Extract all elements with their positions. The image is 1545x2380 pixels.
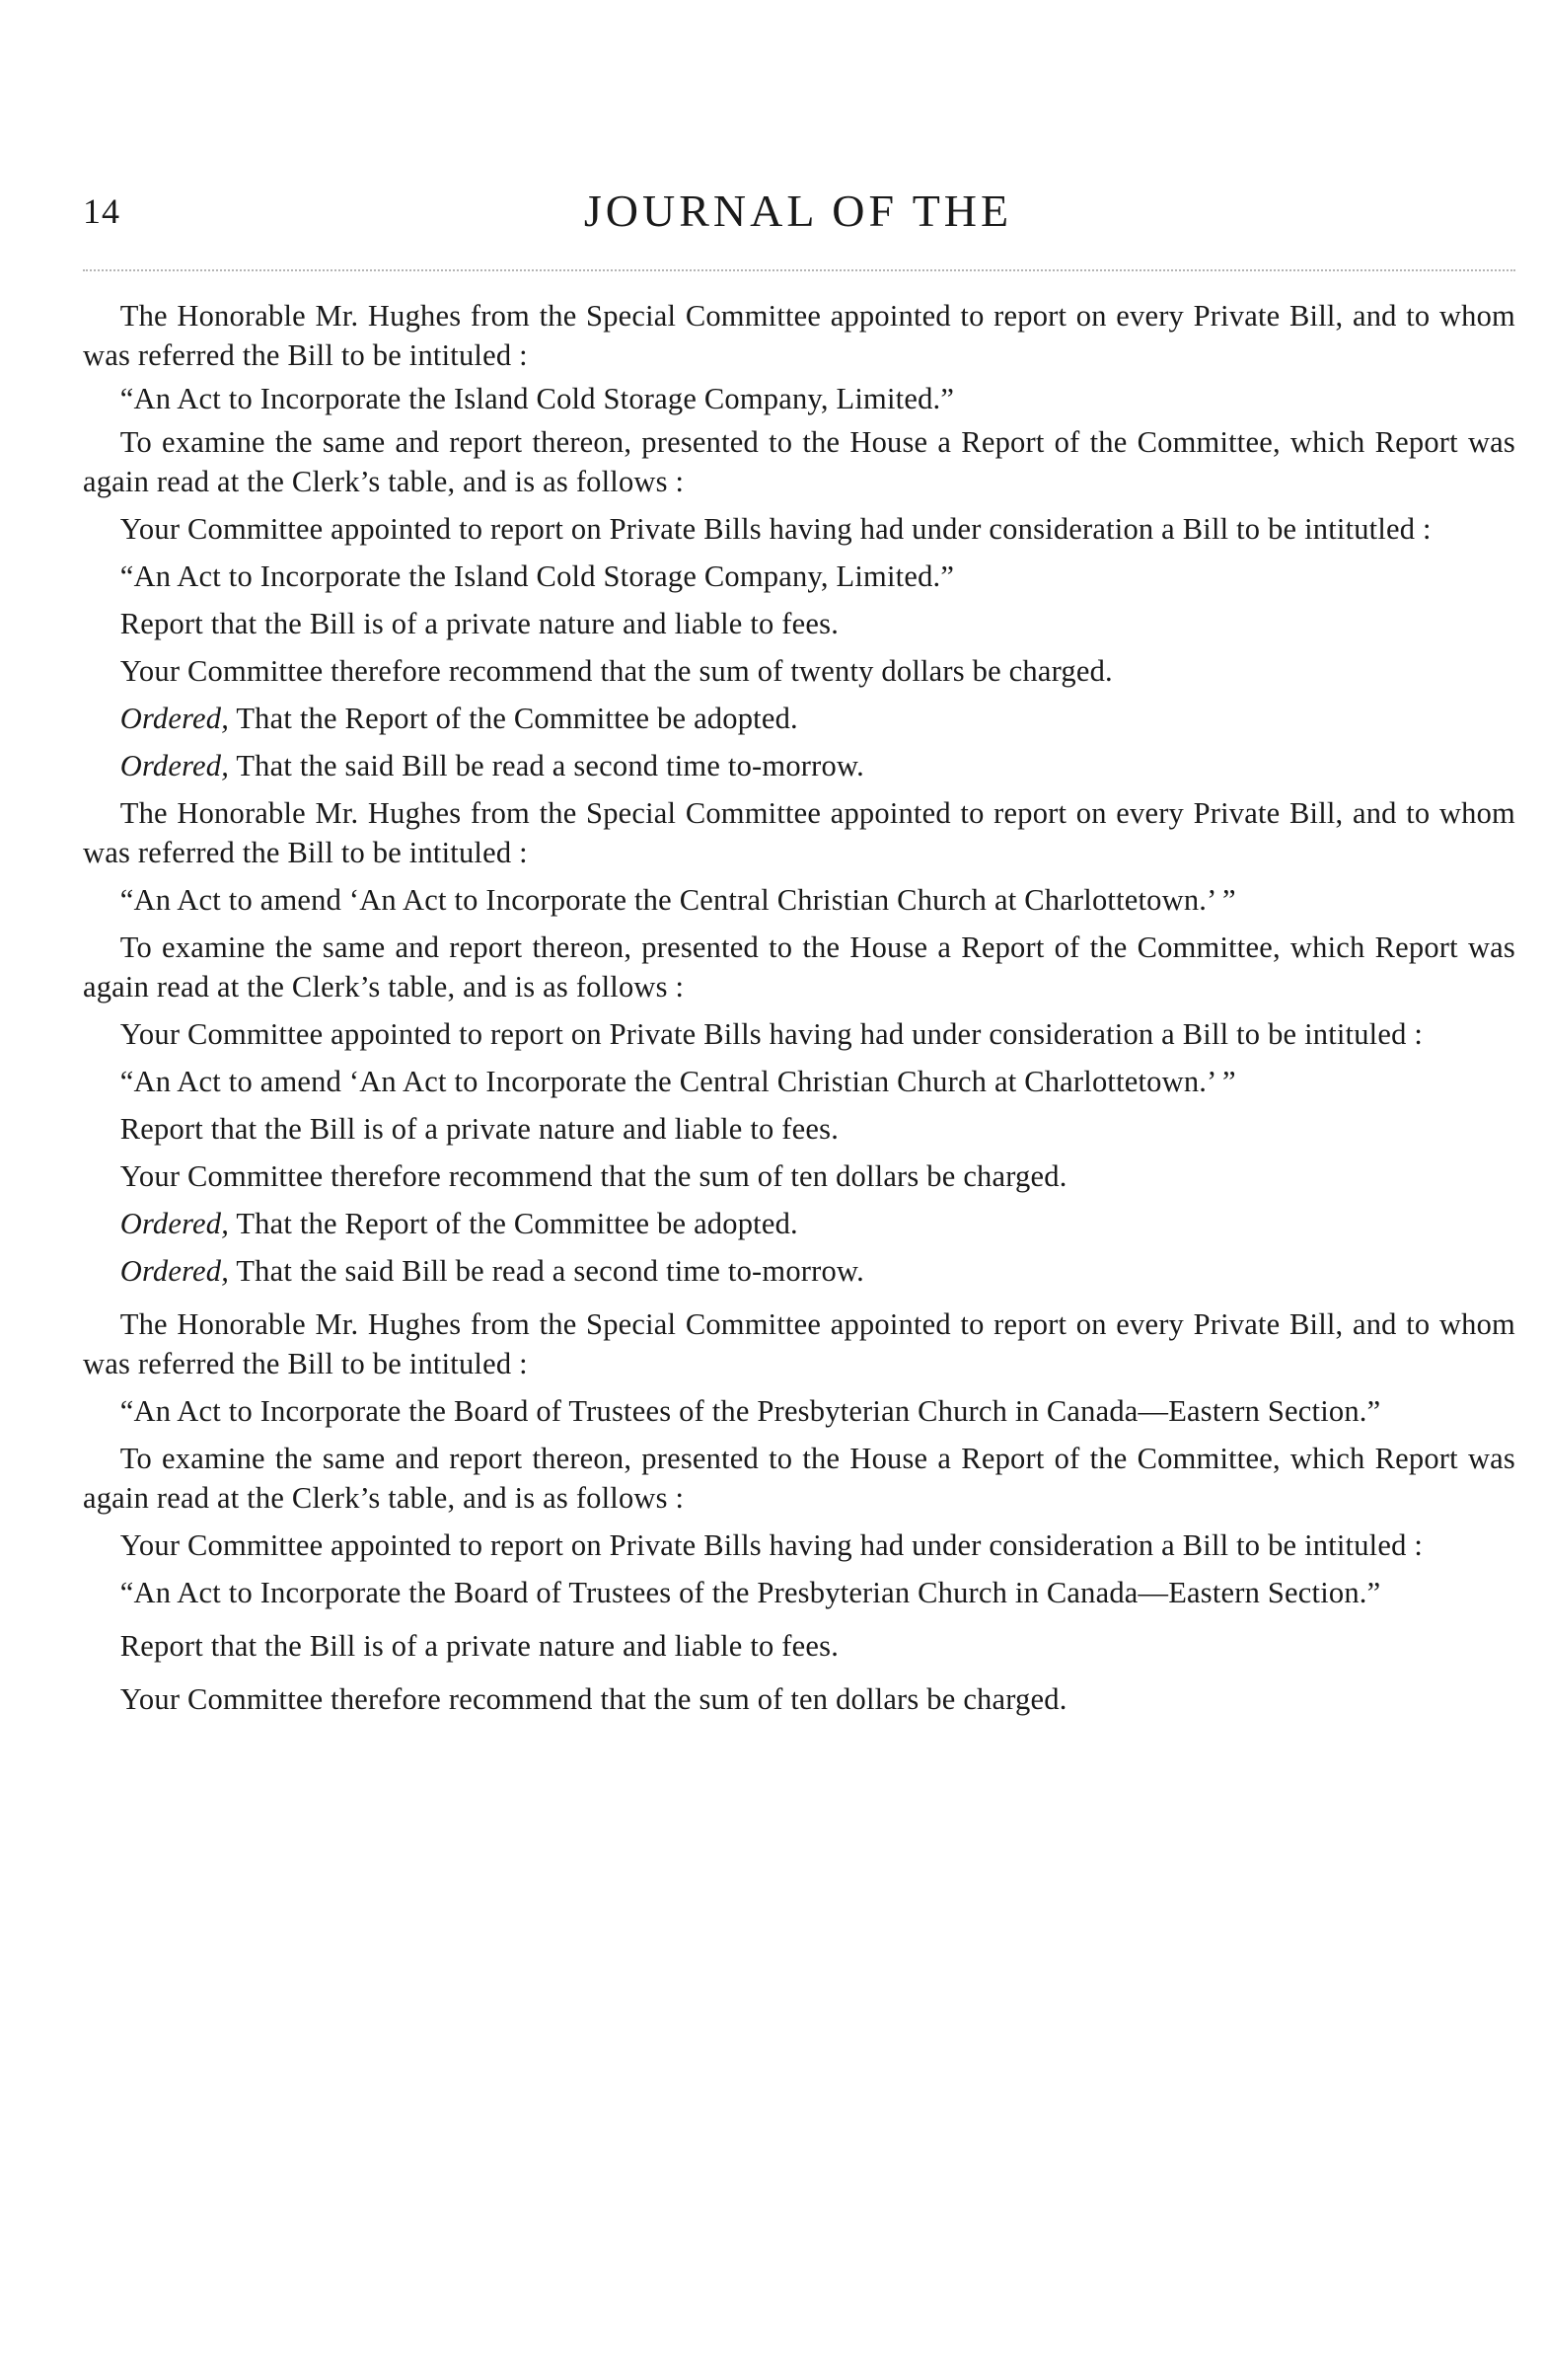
paragraph-fee-recommendation: Your Committee therefore recommend that the sum of ten dollars be charged. (119, 1682, 1067, 1716)
paragraph-report-nature: Report that the Bill is of a private nature and liable to fees. (119, 1629, 840, 1663)
paragraph-bill-title: “An Act to Incorporate the Board of Trustees of the Presbyterian Church in Canada—Eastern Section.” (119, 1576, 1381, 1609)
paragraph-bill-title: “An Act to amend ‘An Act to Incorporate the Central Christian Church at Charlottetown.’ ” (119, 883, 1236, 917)
paragraph-examine: To examine the same and report thereon, presented to the House a Report of the Committee, which Report was again read at the Clerk’s table, and is as follows : (83, 930, 1515, 1004)
paragraph-report-nature: Report that the Bill is of a private nature and liable to fees. (119, 607, 840, 640)
paragraph-bill-title: “An Act to Incorporate the Island Cold Storage Company, Limited.” (119, 559, 955, 593)
paragraph-order (83, 1251, 1515, 1291)
paragraph-order (83, 746, 1515, 785)
paragraph-fee-recommendation: Your Committee therefore recommend that the sum of twenty dollars be charged. (119, 654, 1113, 688)
paragraph-examine: To examine the same and report thereon, presented to the House a Report of the Committee, which Report was again read at the Clerk’s table, and is as follows : (83, 1442, 1515, 1515)
order-text: That the said Bill be read a second time to-morrow. (229, 749, 865, 782)
paragraph-committee-report: Your Committee appointed to report on Private Bills having had under consideration a Bill to be intituled : (119, 1017, 1424, 1051)
paragraph-committee-report: Your Committee appointed to report on Private Bills having had under consideration a Bill to be intituled : (119, 1528, 1424, 1562)
order-text: That the Report of the Committee be adopted. (229, 1207, 798, 1240)
header-divider (83, 269, 1515, 271)
paragraph-order (83, 699, 1515, 738)
paragraph-report-intro: The Honorable Mr. Hughes from the Special Committee appointed to report on every Private Bill, and to whom was referred the Bill to be intituled : (83, 299, 1515, 372)
paragraph-examine: To examine the same and report thereon, presented to the House a Report of the Committee, which Report was again read at the Clerk’s table, and is as follows : (83, 425, 1515, 498)
order-lead: Ordered, (119, 1254, 230, 1288)
page-header (83, 187, 1513, 266)
page-number: 14 (83, 191, 120, 231)
paragraph-bill-title: “An Act to Incorporate the Board of Trustees of the Presbyterian Church in Canada—Eastern Section.” (119, 1394, 1381, 1428)
journal-body (83, 296, 1515, 1723)
paragraph-committee-report: Your Committee appointed to report on Private Bills having had under consideration a Bill to be intitutled : (119, 512, 1432, 546)
order-lead: Ordered, (119, 749, 230, 782)
running-head: JOURNAL OF THE (583, 186, 1013, 236)
paragraph-report-intro: The Honorable Mr. Hughes from the Special Committee appointed to report on every Private Bill, and to whom was referred the Bill to be intituled : (83, 796, 1515, 869)
paragraph-report-intro: The Honorable Mr. Hughes from the Special Committee appointed to report on every Private Bill, and to whom was referred the Bill to be intituled : (83, 1307, 1515, 1380)
paragraph-report-nature: Report that the Bill is of a private nature and liable to fees. (119, 1112, 840, 1146)
paragraph-bill-title: “An Act to Incorporate the Island Cold Storage Company, Limited.” (119, 382, 955, 415)
order-text: That the Report of the Committee be adopted. (229, 702, 798, 735)
paragraph-bill-title: “An Act to amend ‘An Act to Incorporate the Central Christian Church at Charlottetown.’ ” (119, 1065, 1236, 1098)
paragraph-order (83, 1204, 1515, 1243)
order-lead: Ordered, (119, 702, 230, 735)
paragraph-fee-recommendation: Your Committee therefore recommend that the sum of ten dollars be charged. (119, 1159, 1067, 1193)
order-text: That the said Bill be read a second time to-morrow. (229, 1254, 865, 1288)
order-lead: Ordered, (119, 1207, 230, 1240)
